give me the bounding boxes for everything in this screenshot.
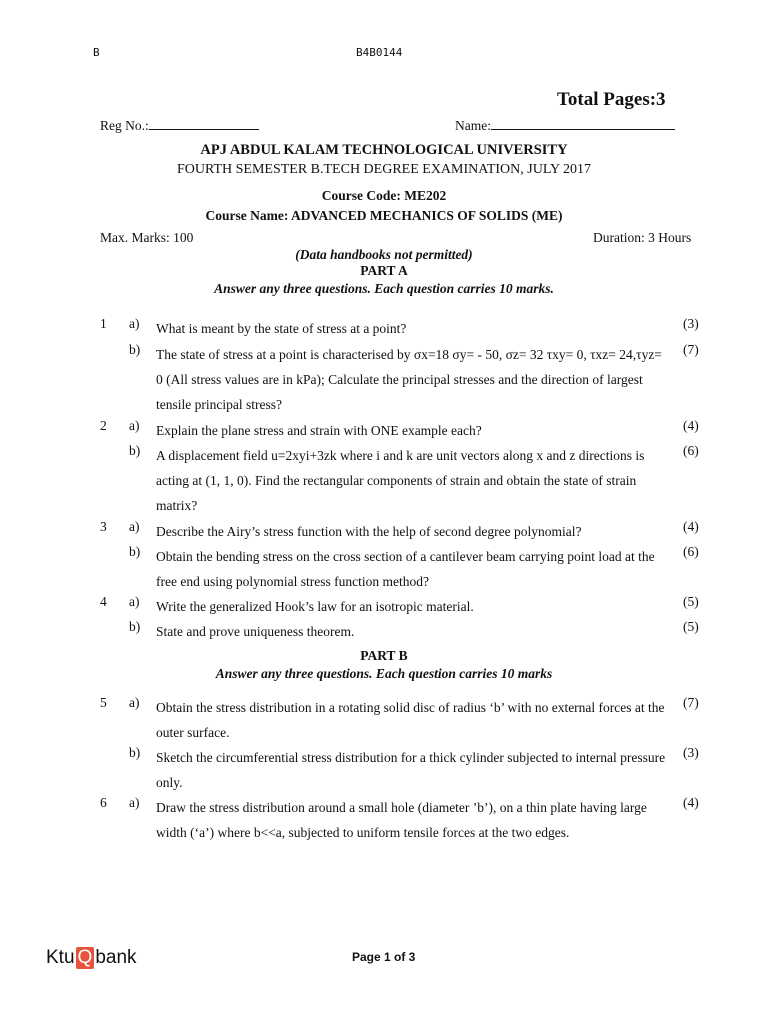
question-marks: (5) bbox=[683, 594, 699, 609]
ktuqbank-logo bbox=[46, 947, 137, 969]
part-b-title: PART B bbox=[360, 648, 408, 663]
question-marks: (6) bbox=[683, 443, 699, 458]
question-part: b) bbox=[129, 544, 141, 559]
question-part: b) bbox=[129, 745, 141, 760]
part-b-instruction: Answer any three questions. Each question carries 10 marks bbox=[215, 666, 553, 681]
question-part: a) bbox=[129, 519, 140, 534]
question-text: Sketch the circumferential stress distribution for a thick cylinder subjected to internal pressure only. bbox=[156, 750, 666, 790]
course-code: Course Code: ME202 bbox=[321, 188, 447, 203]
question-marks: (6) bbox=[683, 544, 699, 559]
question-number: 4 bbox=[100, 594, 107, 609]
question-marks: (3) bbox=[683, 745, 699, 760]
question-text: What is meant by the state of stress at a point? bbox=[156, 321, 407, 336]
question-part: b) bbox=[129, 342, 141, 357]
part-a-title: PART A bbox=[360, 263, 408, 278]
reg-no-blank bbox=[149, 118, 259, 130]
question-marks: (4) bbox=[683, 519, 699, 534]
question-marks: (5) bbox=[683, 619, 699, 634]
question-marks: (3) bbox=[683, 316, 699, 331]
question-part: a) bbox=[129, 695, 140, 710]
name-field bbox=[455, 118, 675, 134]
total-pages: Total Pages:3 bbox=[557, 89, 666, 110]
question-part: a) bbox=[129, 795, 140, 810]
question-text: Describe the Airy’s stress function with the help of second degree polynomial? bbox=[156, 524, 582, 539]
question-part: a) bbox=[129, 594, 140, 609]
question-number: 3 bbox=[100, 519, 107, 534]
question-text: Draw the stress distribution around a small hole (diameter ’b’), on a thin plate having large width (‘a’) where b<<a, subjected to uniform tensile forces at the two edges. bbox=[156, 800, 647, 840]
question-number: 5 bbox=[100, 695, 107, 710]
max-marks: Max. Marks: 100 bbox=[100, 230, 194, 245]
question-part: b) bbox=[129, 443, 141, 458]
logo-q-mark: Q bbox=[77, 947, 93, 968]
question-marks: (7) bbox=[683, 342, 699, 357]
reg-no-label: Reg No.: bbox=[100, 118, 149, 133]
question-marks: (4) bbox=[683, 795, 699, 810]
question-part: a) bbox=[129, 316, 140, 331]
logo-prefix: Ktu bbox=[46, 947, 75, 968]
handbooks-note: (Data handbooks not permitted) bbox=[295, 247, 473, 262]
part-a-instruction: Answer any three questions. Each question carries 10 marks. bbox=[214, 281, 554, 296]
question-text: Write the generalized Hook’s law for an isotropic material. bbox=[156, 599, 474, 614]
question-marks: (4) bbox=[683, 418, 699, 433]
course-name: Course Name: ADVANCED MECHANICS OF SOLIDS (ME) bbox=[205, 208, 563, 223]
name-blank bbox=[491, 118, 675, 130]
question-text: A displacement field u=2xyi+3zk where i and k are unit vectors along x and z directions is acting at (1, 1, 0). Find the rectangular components of strain and obtain the state of strain matrix? bbox=[156, 448, 645, 513]
question-number: 1 bbox=[100, 316, 107, 331]
question-text: Obtain the stress distribution in a rotating solid disc of radius ‘b’ with no external forces at the outer surface. bbox=[156, 700, 665, 740]
question-number: 6 bbox=[100, 795, 107, 810]
name-label: Name: bbox=[455, 118, 491, 133]
question-text: Explain the plane stress and strain with ONE example each? bbox=[156, 423, 482, 438]
duration: Duration: 3 Hours bbox=[593, 230, 692, 245]
page-number: Page 1 of 3 bbox=[352, 950, 416, 964]
reg-no-field bbox=[100, 118, 259, 134]
question-text: Obtain the bending stress on the cross section of a cantilever beam carrying point load at the free end using polynomial stress function method? bbox=[156, 549, 655, 589]
header-left-code: B bbox=[93, 46, 100, 59]
exam-title: FOURTH SEMESTER B.TECH DEGREE EXAMINATION, JULY 2017 bbox=[176, 162, 592, 177]
question-number: 2 bbox=[100, 418, 107, 433]
question-text: The state of stress at a point is characterised by σx=18 σy= - 50, σz= 32 τxy= 0, τxz= 24,τyz= 0 (All stress values are in kPa); Calculate the principal stresses and the direction of largest tensile principal stress? bbox=[156, 347, 662, 412]
header-paper-code: B4B0144 bbox=[356, 46, 403, 59]
logo-suffix: bank bbox=[95, 947, 137, 968]
university-title: APJ ABDUL KALAM TECHNOLOGICAL UNIVERSITY bbox=[200, 142, 568, 158]
question-marks: (7) bbox=[683, 695, 699, 710]
question-part: b) bbox=[129, 619, 141, 634]
question-text: State and prove uniqueness theorem. bbox=[156, 624, 355, 639]
question-part: a) bbox=[129, 418, 140, 433]
